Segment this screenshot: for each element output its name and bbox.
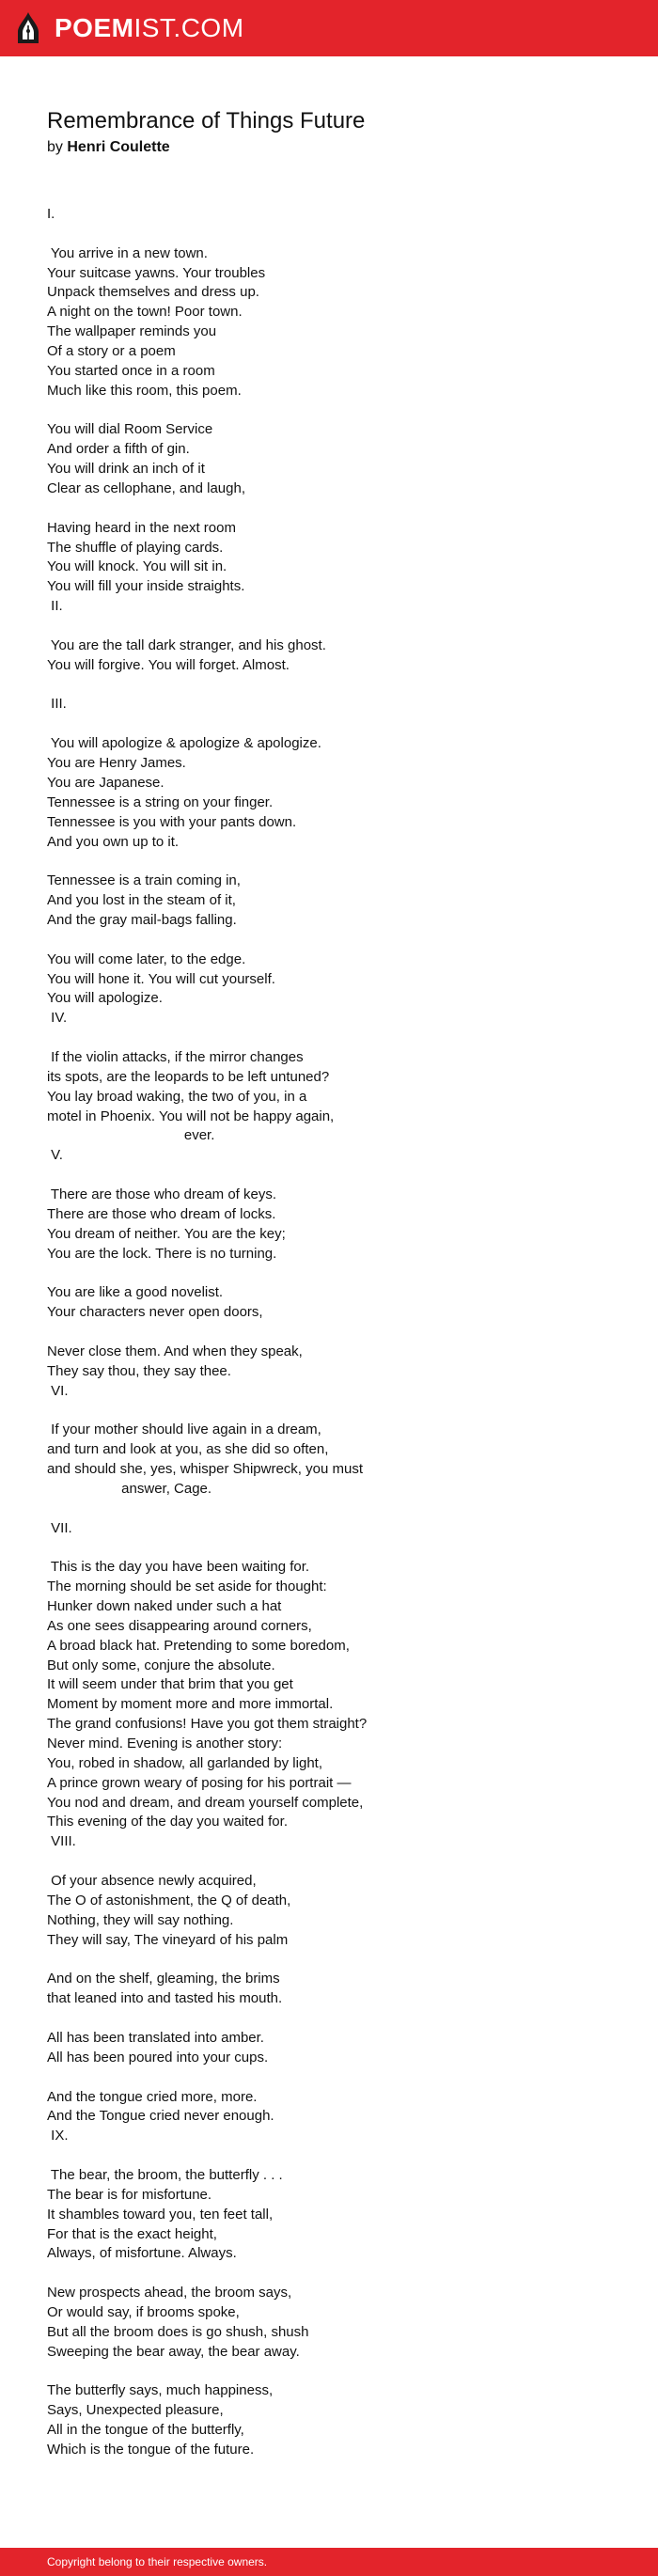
poem-line: You will dial Room Service (47, 421, 213, 438)
stanza-break (47, 1264, 630, 1283)
stanza-break (47, 225, 630, 244)
stanza-break (47, 1323, 630, 1343)
site-footer (0, 2548, 658, 2576)
poem-line: I. (47, 206, 55, 222)
poem-line: and should she, yes, whisper Shipwreck, you must (47, 1461, 363, 1477)
stanza-break (47, 715, 630, 734)
poem-line: Says, Unexpected pleasure, (47, 2402, 224, 2419)
site-header (0, 0, 658, 56)
poem-line: You started once in a room (47, 362, 215, 379)
poem-line: And on the shelf, gleaming, the brims (47, 1971, 280, 1987)
stanza-break (47, 2068, 630, 2088)
poem-line: You will apologize & apologize & apologize. (47, 735, 321, 752)
poem-line: The grand confusions! Have you got them straight? (47, 1716, 368, 1733)
poem-line: IV. (47, 1010, 68, 1027)
poem-line: They say thou, they say thee. (47, 1362, 231, 1379)
poem-line: Nothing, they will say nothing. (47, 1911, 234, 1928)
poem-line: Tennessee is a train coming in, (47, 872, 241, 889)
poem-line: You, robed in shadow, all garlanded by light, (47, 1754, 322, 1771)
stanza-break (47, 2363, 630, 2382)
poem-line: The shuffle of playing cards. (47, 539, 224, 556)
poem-line: Moment by moment more and more immortal. (47, 1696, 334, 1713)
poem-line: ever. (47, 1127, 215, 1144)
poem-line: A night on the town! Poor town. (47, 304, 243, 321)
poem-line: And order a fifth of gin. (47, 441, 190, 458)
poem-line: You are Japanese. (47, 774, 164, 791)
poem-line: The bear, the broom, the butterfly . . . (47, 2166, 283, 2183)
poem-line: Much like this room, this poem. (47, 382, 242, 399)
site-logo-link[interactable] (15, 11, 244, 45)
poem-line: But all the broom does is go shush, shush (47, 2323, 309, 2340)
poem-line: For that is the exact height, (47, 2225, 217, 2242)
stanza-break (47, 676, 630, 696)
poem-line: Never mind. Evening is another story: (47, 1736, 283, 1752)
poem-line: VIII. (47, 1833, 76, 1850)
poem-line: answer, Cage. (47, 1480, 212, 1497)
poem-line: The morning should be set aside for thought: (47, 1579, 327, 1595)
poem-line: The O of astonishment, the Q of death, (47, 1892, 291, 1908)
poem-line: You nod and dream, and dream yourself complete, (47, 1794, 364, 1811)
poem-line: And you lost in the steam of it, (47, 892, 236, 909)
brand-light: IST.COM (133, 13, 244, 42)
poem-line: III. (47, 696, 67, 713)
poem-line: A broad black hat. Pretending to some boredom, (47, 1637, 350, 1654)
poem-line: You will apologize. (47, 990, 163, 1007)
poem-line: The butterfly says, much happiness, (47, 2382, 274, 2399)
brand-wordmark (55, 11, 244, 45)
poem-line: You are the lock. There is no turning. (47, 1245, 277, 1262)
stanza-break (47, 2009, 630, 2029)
poem-line: There are those who dream of keys. (47, 1186, 277, 1202)
poem-line: New prospects ahead, the broom says, (47, 2285, 292, 2301)
stanza-break (47, 401, 630, 421)
stanza-break (47, 1950, 630, 1970)
stanza-break (47, 2146, 630, 2166)
poem-line: II. (47, 598, 63, 615)
poem-line: And the gray mail-bags falling. (47, 911, 237, 928)
poem-line: You will knock. You will sit in. (47, 558, 227, 575)
poem-line: And the tongue cried more, more. (47, 2088, 258, 2105)
poem-line: Sweeping the bear away, the bear away. (47, 2343, 300, 2360)
stanza-break (47, 617, 630, 636)
poem-line: You are Henry James. (47, 755, 186, 772)
stanza-break (47, 1401, 630, 1421)
poem-line: V. (47, 1147, 63, 1164)
poem-line: It will seem under that brim that you get (47, 1676, 293, 1693)
poem-line: And the Tongue cried never enough. (47, 2108, 274, 2125)
poem-line: A prince grown weary of posing for his portrait — (47, 1774, 352, 1791)
poem-line: All in the tongue of the butterfly, (47, 2422, 244, 2439)
poem-line: Which is the tongue of the future. (47, 2441, 255, 2458)
stanza-break (47, 1538, 630, 1558)
copyright-notice: Copyright belong to their respective owners. (47, 2555, 268, 2568)
poem-line: If your mother should live again in a dream, (47, 1422, 321, 1438)
brand-bold: POEM (55, 13, 134, 42)
poem-line: motel in Phoenix. You will not be happy again, (47, 1107, 335, 1124)
poem-line: You dream of neither. You are the key; (47, 1225, 286, 1242)
poem-body (47, 205, 630, 2460)
poem-line: You will come later, to the edge. (47, 950, 246, 967)
poem-author: Henri Coulette (67, 139, 170, 155)
poem-line: You lay broad waking, the two of you, in a (47, 1088, 307, 1105)
poem-line: Hunker down naked under such a hat (47, 1598, 282, 1615)
poem-line: You are the tall dark stranger, and his ghost. (47, 636, 326, 653)
poem-line: And you own up to it. (47, 833, 180, 850)
poem-line: You are like a good novelist. (47, 1284, 224, 1301)
fountain-pen-nib-icon (15, 11, 41, 45)
poem-line: Always, of misfortune. Always. (47, 2245, 237, 2262)
poem-line: This is the day you have been waiting for. (47, 1559, 310, 1576)
poem-line: IX. (47, 2128, 69, 2144)
poem-line: You will drink an inch of it (47, 461, 205, 478)
poem-line: and turn and look at you, as she did so often, (47, 1441, 329, 1458)
poem-line: The wallpaper reminds you (47, 323, 217, 340)
poem-line: VII. (47, 1519, 72, 1536)
poem-line: Your characters never open doors, (47, 1304, 263, 1321)
stanza-break (47, 1852, 630, 1872)
poem-line: It shambles toward you, ten feet tall, (47, 2206, 274, 2223)
poem-line: Never close them. And when they speak, (47, 1343, 303, 1359)
poem-line: Or would say, if brooms spoke, (47, 2303, 240, 2320)
stanza-break (47, 931, 630, 950)
poem-line: VI. (47, 1382, 69, 1399)
poem-line: Your suitcase yawns. Your troubles (47, 264, 266, 281)
poem-line: The bear is for misfortune. (47, 2186, 212, 2203)
poem-line: Unpack themselves and dress up. (47, 284, 259, 301)
stanza-break (47, 852, 630, 872)
poem-line: As one sees disappearing around corners, (47, 1617, 312, 1634)
poem-line: You will fill your inside straights. (47, 578, 245, 595)
poem-line: You will forgive. You will forget. Almost. (47, 656, 290, 673)
poem-line: Clear as cellophane, and laugh, (47, 480, 245, 497)
stanza-break (47, 2264, 630, 2284)
poem-line: There are those who dream of locks. (47, 1205, 276, 1222)
poem-line: This evening of the day you waited for. (47, 1814, 288, 1830)
poem-line: that leaned into and tasted his mouth. (47, 1990, 283, 2007)
poem-line: Having heard in the next room (47, 519, 236, 536)
poem-line: All has been translated into amber. (47, 2029, 264, 2046)
poem-line: You will hone it. You will cut yourself. (47, 970, 275, 987)
poem-heading (47, 105, 611, 158)
by-label: by (47, 139, 63, 155)
poem-line: All has been poured into your cups. (47, 2049, 269, 2066)
poem-line: If the violin attacks, if the mirror changes (47, 1048, 304, 1065)
stanza-break (47, 1500, 630, 1519)
poem-line: Tennessee is you with your pants down. (47, 813, 297, 830)
poem-line: They will say, The vineyard of his palm (47, 1931, 289, 1948)
poem-title: Remembrance of Things Future (47, 108, 366, 134)
poem-line: You arrive in a new town. (47, 244, 208, 261)
stanza-break (47, 1166, 630, 1186)
stanza-break (47, 499, 630, 519)
poem-byline (47, 137, 611, 158)
poem-line: Tennessee is a string on your finger. (47, 793, 274, 810)
poem-line: Of a story or a poem (47, 343, 176, 360)
poem-line: its spots, are the leopards to be left untuned? (47, 1068, 330, 1085)
poem-line: But only some, conjure the absolute. (47, 1657, 275, 1673)
poem-line: Of your absence newly acquired, (47, 1873, 257, 1890)
stanza-break (47, 1029, 630, 1048)
